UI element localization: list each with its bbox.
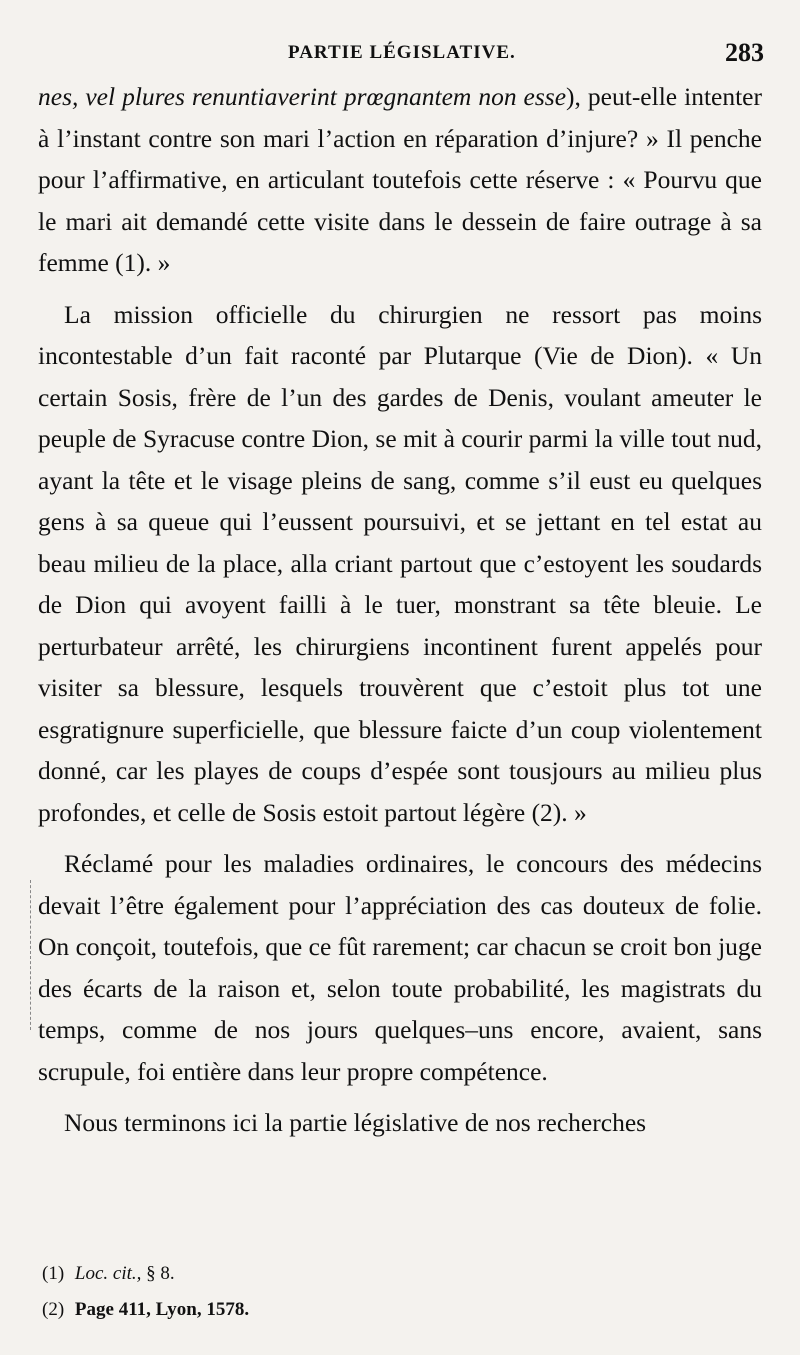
page-number: 283: [725, 38, 764, 67]
paragraph-1-text: ), peut-elle intenter à l’instant contre son mari l’action en réparation d’injure? » Il penche pour l’affirmative, en articulant toutefois cette réserve : « Pourvu que le mari ait demandé cette visite dans le dessein de faire outrage à sa femme (1). »: [38, 82, 762, 277]
paragraph-3: Réclamé pour les maladies ordinaires, le concours des médecins devait l’être également pour l’appréciation des cas douteux de folie. On conçoit, toutefois, que ce fût rarement; car chacun se croit bon juge des écarts de la raison et, selon toute probabilité, les magistrats du temps, comme de nos jours quelques–uns encore, avaient, sans scrupule, foi entière dans leur propre compétence.: [38, 849, 762, 1086]
footnote-2: [42, 1292, 762, 1328]
main-text: [38, 76, 762, 1144]
footnote-citation: Loc. cit.,: [74, 1263, 142, 1284]
footnote-number: (2): [42, 1299, 65, 1320]
paragraph-4: Nous terminons ici la partie législative de nos recherches: [64, 1108, 647, 1137]
running-header: [0, 38, 800, 78]
footnote-number: (1): [42, 1263, 65, 1284]
footnote-text: § 8.: [146, 1263, 175, 1284]
paragraph-2: La mission officielle du chirurgien ne ressort pas moins incontestable d’un fait raconté par Plutarque (Vie de Dion). « Un certain Sosis, frère de l’un des gardes de Denis, voulant ameuter le peuple de Syracuse contre Dion, se mit à courir parmi la ville tout nud, ayant la tête et le visage pleins de sang, comme s’il eust eu quelques gens à sa queue qui l’eussent poursuivi, et se jettant en tel estat au beau milieu de la place, alla criant partout que c’estoyent les soudards de Dion qui avoyent failli à le tuer, monstrant sa tête bleuie. Le perturbateur arrêté, les chirurgiens incontinent furent appelés pour visiter sa blessure, lesquels trouvèrent que c’estoit plus tot une esgratignure superficielle, que blessure faicte d’un coup violentement donné, car les playes de coups d’espée sont tousjours au milieu plus profondes, et celle de Sosis estoit partout légère (2). »: [38, 299, 762, 827]
footnote-text: Page 411, Lyon, 1578.: [74, 1299, 250, 1320]
margin-pencil-mark: [30, 880, 33, 1030]
running-title: PARTIE LÉGISLATIVE.: [288, 42, 516, 63]
footnote-1: [42, 1256, 762, 1292]
latin-quote: nes, vel plures renuntiaverint prœgnantem non esse: [38, 82, 567, 111]
footnotes: [42, 1256, 762, 1328]
paragraph-1: [38, 76, 762, 284]
